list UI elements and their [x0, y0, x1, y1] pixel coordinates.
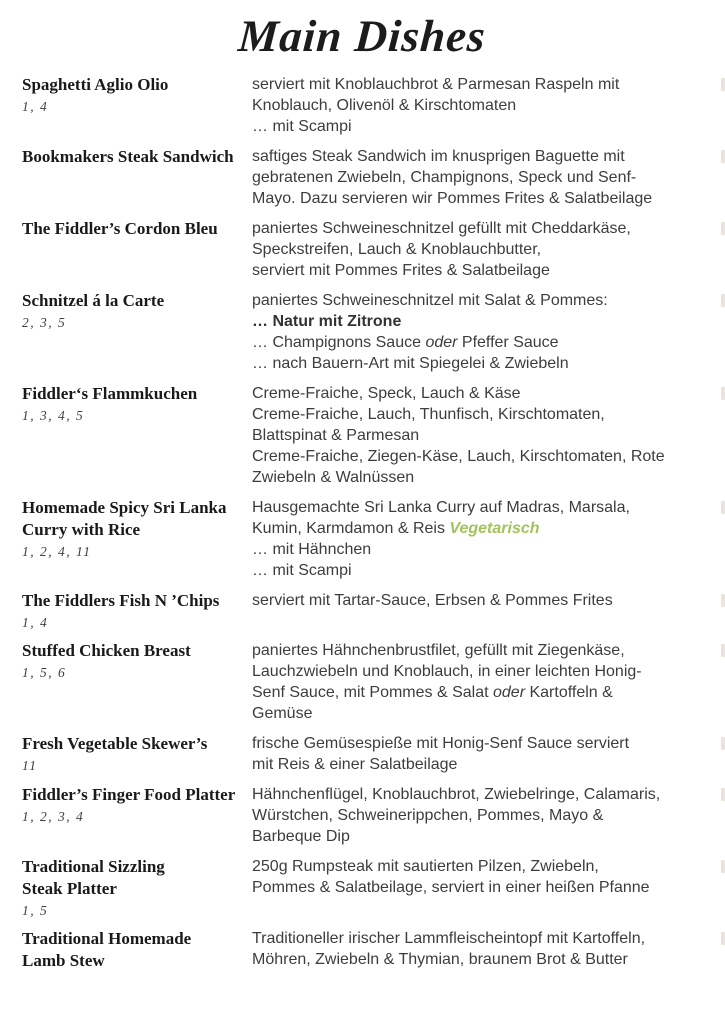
- dish-description-line: [252, 404, 725, 425]
- dish-name: Schnitzel á la Carte: [22, 291, 165, 310]
- description-text: Zwiebeln & Walnüssen: [252, 469, 415, 486]
- price-cutoff-artifact: [721, 788, 725, 801]
- description-text: … mit Scampi: [252, 118, 352, 135]
- dish-description-line: [252, 497, 725, 518]
- dish-name: Stuffed Chicken Breast: [22, 641, 191, 660]
- price-cutoff-artifact: [721, 932, 725, 945]
- allergen-numbers: 1, 5: [22, 903, 49, 918]
- description-text: mit Reis & einer Salatbeilage: [252, 756, 458, 773]
- description-text: Gemüse: [252, 705, 313, 722]
- price-cutoff-artifact: [721, 501, 725, 514]
- description-text: Hausgemachte Sri Lanka Curry auf Madras, Marsala,: [252, 499, 630, 516]
- dish-name-block: [22, 146, 252, 209]
- dish-description: [252, 146, 725, 209]
- vegetarian-label: Vegetarisch: [449, 520, 540, 537]
- menu-item: [22, 856, 725, 919]
- dish-description-line: [252, 754, 725, 775]
- dish-description-line: [252, 682, 725, 703]
- description-text: serviert mit Knoblauchbrot & Parmesan Raspeln mit: [252, 76, 620, 93]
- dish-name: Spaghetti Aglio Olio: [22, 75, 169, 94]
- description-text: saftiges Steak Sandwich im knusprigen Baguette mit: [252, 148, 625, 165]
- menu-item: [22, 733, 725, 775]
- bold-text: … Natur mit Zitrone: [252, 313, 402, 330]
- description-text: Mayo. Dazu servieren wir Pommes Frites & Salatbeilage: [252, 190, 653, 207]
- description-text: Hähnchenflügel, Knoblauchbrot, Zwiebelringe, Calamaris,: [252, 786, 661, 803]
- dish-name-block: [22, 784, 252, 847]
- dish-name: Fiddler‘s Flammkuchen: [22, 384, 198, 403]
- description-text: … mit Hähnchen: [252, 541, 372, 558]
- menu-item: [22, 590, 725, 631]
- description-text: serviert mit Pommes Frites & Salatbeilage: [252, 262, 550, 279]
- description-text: Kartoffeln &: [525, 684, 613, 701]
- menu-item: [22, 383, 725, 488]
- menu-item: [22, 146, 725, 209]
- description-text: Speckstreifen, Lauch & Knoblauchbutter,: [252, 241, 542, 258]
- allergen-numbers: 1, 3, 4, 5: [22, 408, 85, 423]
- description-text: Pommes & Salatbeilage, serviert in einer heißen Pfanne: [252, 879, 650, 896]
- allergen-numbers: 1, 5, 6: [22, 665, 67, 680]
- description-text: Pfeffer Sauce: [457, 334, 559, 351]
- dish-description-line: [252, 877, 725, 898]
- dish-name: Steak Platter: [22, 879, 117, 898]
- dish-description: [252, 218, 725, 281]
- dish-description-line: [252, 311, 725, 332]
- dish-name: Traditional Homemade: [22, 929, 192, 948]
- dish-description: [252, 383, 725, 488]
- price-cutoff-artifact: [721, 78, 725, 91]
- dish-description-line: [252, 467, 725, 488]
- dish-description-line: [252, 826, 725, 847]
- dish-description-line: [252, 116, 725, 137]
- dish-description: [252, 497, 725, 581]
- dish-name-block: [22, 74, 252, 137]
- description-text: Knoblauch, Olivenöl & Kirschtomaten: [252, 97, 517, 114]
- description-text: Traditioneller irischer Lammfleischeintopf mit Kartoffeln,: [252, 930, 646, 947]
- dish-description-line: [252, 425, 725, 446]
- dish-description: [252, 590, 725, 631]
- allergen-numbers: 1, 4: [22, 615, 49, 630]
- dish-description: [252, 784, 725, 847]
- dish-description-line: [252, 146, 725, 167]
- allergen-numbers: 11: [22, 758, 38, 773]
- dish-description-line: [252, 239, 725, 260]
- menu-item: [22, 290, 725, 374]
- description-text: … Champignons Sauce: [252, 334, 426, 351]
- italic-text: oder: [425, 334, 458, 351]
- menu-item: [22, 928, 725, 972]
- allergen-numbers: 1, 4: [22, 99, 49, 114]
- price-cutoff-artifact: [721, 737, 725, 750]
- price-cutoff-artifact: [721, 150, 725, 163]
- dish-name-block: [22, 590, 252, 631]
- dish-name-block: [22, 733, 252, 775]
- dish-name: Bookmakers Steak Sandwich: [22, 147, 234, 166]
- dish-name: Fiddler’s Finger Food Platter: [22, 785, 236, 804]
- description-text: gebratenen Zwiebeln, Champignons, Speck und Senf-: [252, 169, 637, 186]
- dish-name-block: [22, 928, 252, 972]
- dish-description-line: [252, 560, 725, 581]
- dish-name-block: [22, 290, 252, 374]
- description-text: paniertes Schweineschnitzel mit Salat & Pommes:: [252, 292, 608, 309]
- allergen-numbers: 1, 2, 3, 4: [22, 809, 85, 824]
- dish-description: [252, 928, 725, 972]
- dish-name: Homemade Spicy Sri Lanka: [22, 498, 227, 517]
- dish-description-line: [252, 95, 725, 116]
- dish-description: [252, 640, 725, 724]
- description-text: … mit Scampi: [252, 562, 352, 579]
- dish-name: Fresh Vegetable Skewer’s: [22, 734, 208, 753]
- dish-description-line: [252, 539, 725, 560]
- dish-name: Lamb Stew: [22, 951, 105, 970]
- description-text: Kumin, Karmdamon & Reis: [252, 520, 450, 537]
- dish-name: The Fiddler’s Cordon Bleu: [22, 219, 218, 238]
- dish-description-line: [252, 733, 725, 754]
- dish-description: [252, 290, 725, 374]
- dish-description-line: [252, 784, 725, 805]
- dish-description: [252, 856, 725, 919]
- dish-description-line: [252, 353, 725, 374]
- menu-item: [22, 218, 725, 281]
- menu-item: [22, 497, 725, 581]
- allergen-numbers: 2, 3, 5: [22, 315, 67, 330]
- dish-description-line: [252, 661, 725, 682]
- price-cutoff-artifact: [721, 387, 725, 400]
- description-text: Lauchzwiebeln und Knoblauch, in einer leichten Honig-: [252, 663, 642, 680]
- menu-item: [22, 74, 725, 137]
- dish-description-line: [252, 640, 725, 661]
- description-text: … nach Bauern-Art mit Spiegelei & Zwiebeln: [252, 355, 569, 372]
- description-text: Creme-Fraiche, Speck, Lauch & Käse: [252, 385, 521, 402]
- description-text: frische Gemüsespieße mit Honig-Senf Sauce serviert: [252, 735, 630, 752]
- price-cutoff-artifact: [721, 594, 725, 607]
- description-text: Creme-Fraiche, Ziegen-Käse, Lauch, Kirschtomaten, Rote: [252, 448, 665, 465]
- dish-description-line: [252, 167, 725, 188]
- description-text: Creme-Fraiche, Lauch, Thunfisch, Kirschtomaten,: [252, 406, 605, 423]
- italic-text: oder: [493, 684, 526, 701]
- page-title: Main Dishes: [236, 11, 488, 61]
- dish-name-block: [22, 640, 252, 724]
- dish-description-line: [252, 383, 725, 404]
- price-cutoff-artifact: [721, 860, 725, 873]
- dish-description: [252, 74, 725, 137]
- dish-description-line: [252, 590, 725, 611]
- dish-name: Traditional Sizzling: [22, 857, 165, 876]
- dish-description: [252, 733, 725, 775]
- dish-description-line: [252, 949, 725, 970]
- dish-description-line: [252, 805, 725, 826]
- dish-description-line: [252, 518, 725, 539]
- menu-item: [22, 784, 725, 847]
- menu-list: [0, 62, 725, 972]
- dish-description-line: [252, 74, 725, 95]
- dish-description-line: [252, 446, 725, 467]
- dish-name-block: [22, 856, 252, 919]
- dish-name-block: [22, 383, 252, 488]
- price-cutoff-artifact: [721, 294, 725, 307]
- description-text: Blattspinat & Parmesan: [252, 427, 420, 444]
- description-text: paniertes Schweineschnitzel gefüllt mit Cheddarkäse,: [252, 220, 631, 237]
- description-text: Möhren, Zwiebeln & Thymian, braunem Brot & Butter: [252, 951, 628, 968]
- description-text: Barbeque Dip: [252, 828, 350, 845]
- dish-name-block: [22, 497, 252, 581]
- dish-description-line: [252, 703, 725, 724]
- dish-description-line: [252, 928, 725, 949]
- description-text: Senf Sauce, mit Pommes & Salat: [252, 684, 493, 701]
- dish-name-block: [22, 218, 252, 281]
- dish-description-line: [252, 856, 725, 877]
- description-text: 250g Rumpsteak mit sautierten Pilzen, Zwiebeln,: [252, 858, 599, 875]
- dish-description-line: [252, 188, 725, 209]
- description-text: serviert mit Tartar-Sauce, Erbsen & Pommes Frites: [252, 592, 613, 609]
- dish-name: Curry with Rice: [22, 520, 141, 539]
- dish-description-line: [252, 260, 725, 281]
- dish-name: The Fiddlers Fish N ’Chips: [22, 591, 220, 610]
- menu-item: [22, 640, 725, 724]
- description-text: Würstchen, Schweinerippchen, Pommes, Mayo &: [252, 807, 604, 824]
- price-cutoff-artifact: [721, 644, 725, 657]
- description-text: paniertes Hähnchenbrustfilet, gefüllt mit Ziegenkäse,: [252, 642, 625, 659]
- price-cutoff-artifact: [721, 222, 725, 235]
- dish-description-line: [252, 218, 725, 239]
- dish-description-line: [252, 290, 725, 311]
- allergen-numbers: 1, 2, 4, 11: [22, 544, 92, 559]
- dish-description-line: [252, 332, 725, 353]
